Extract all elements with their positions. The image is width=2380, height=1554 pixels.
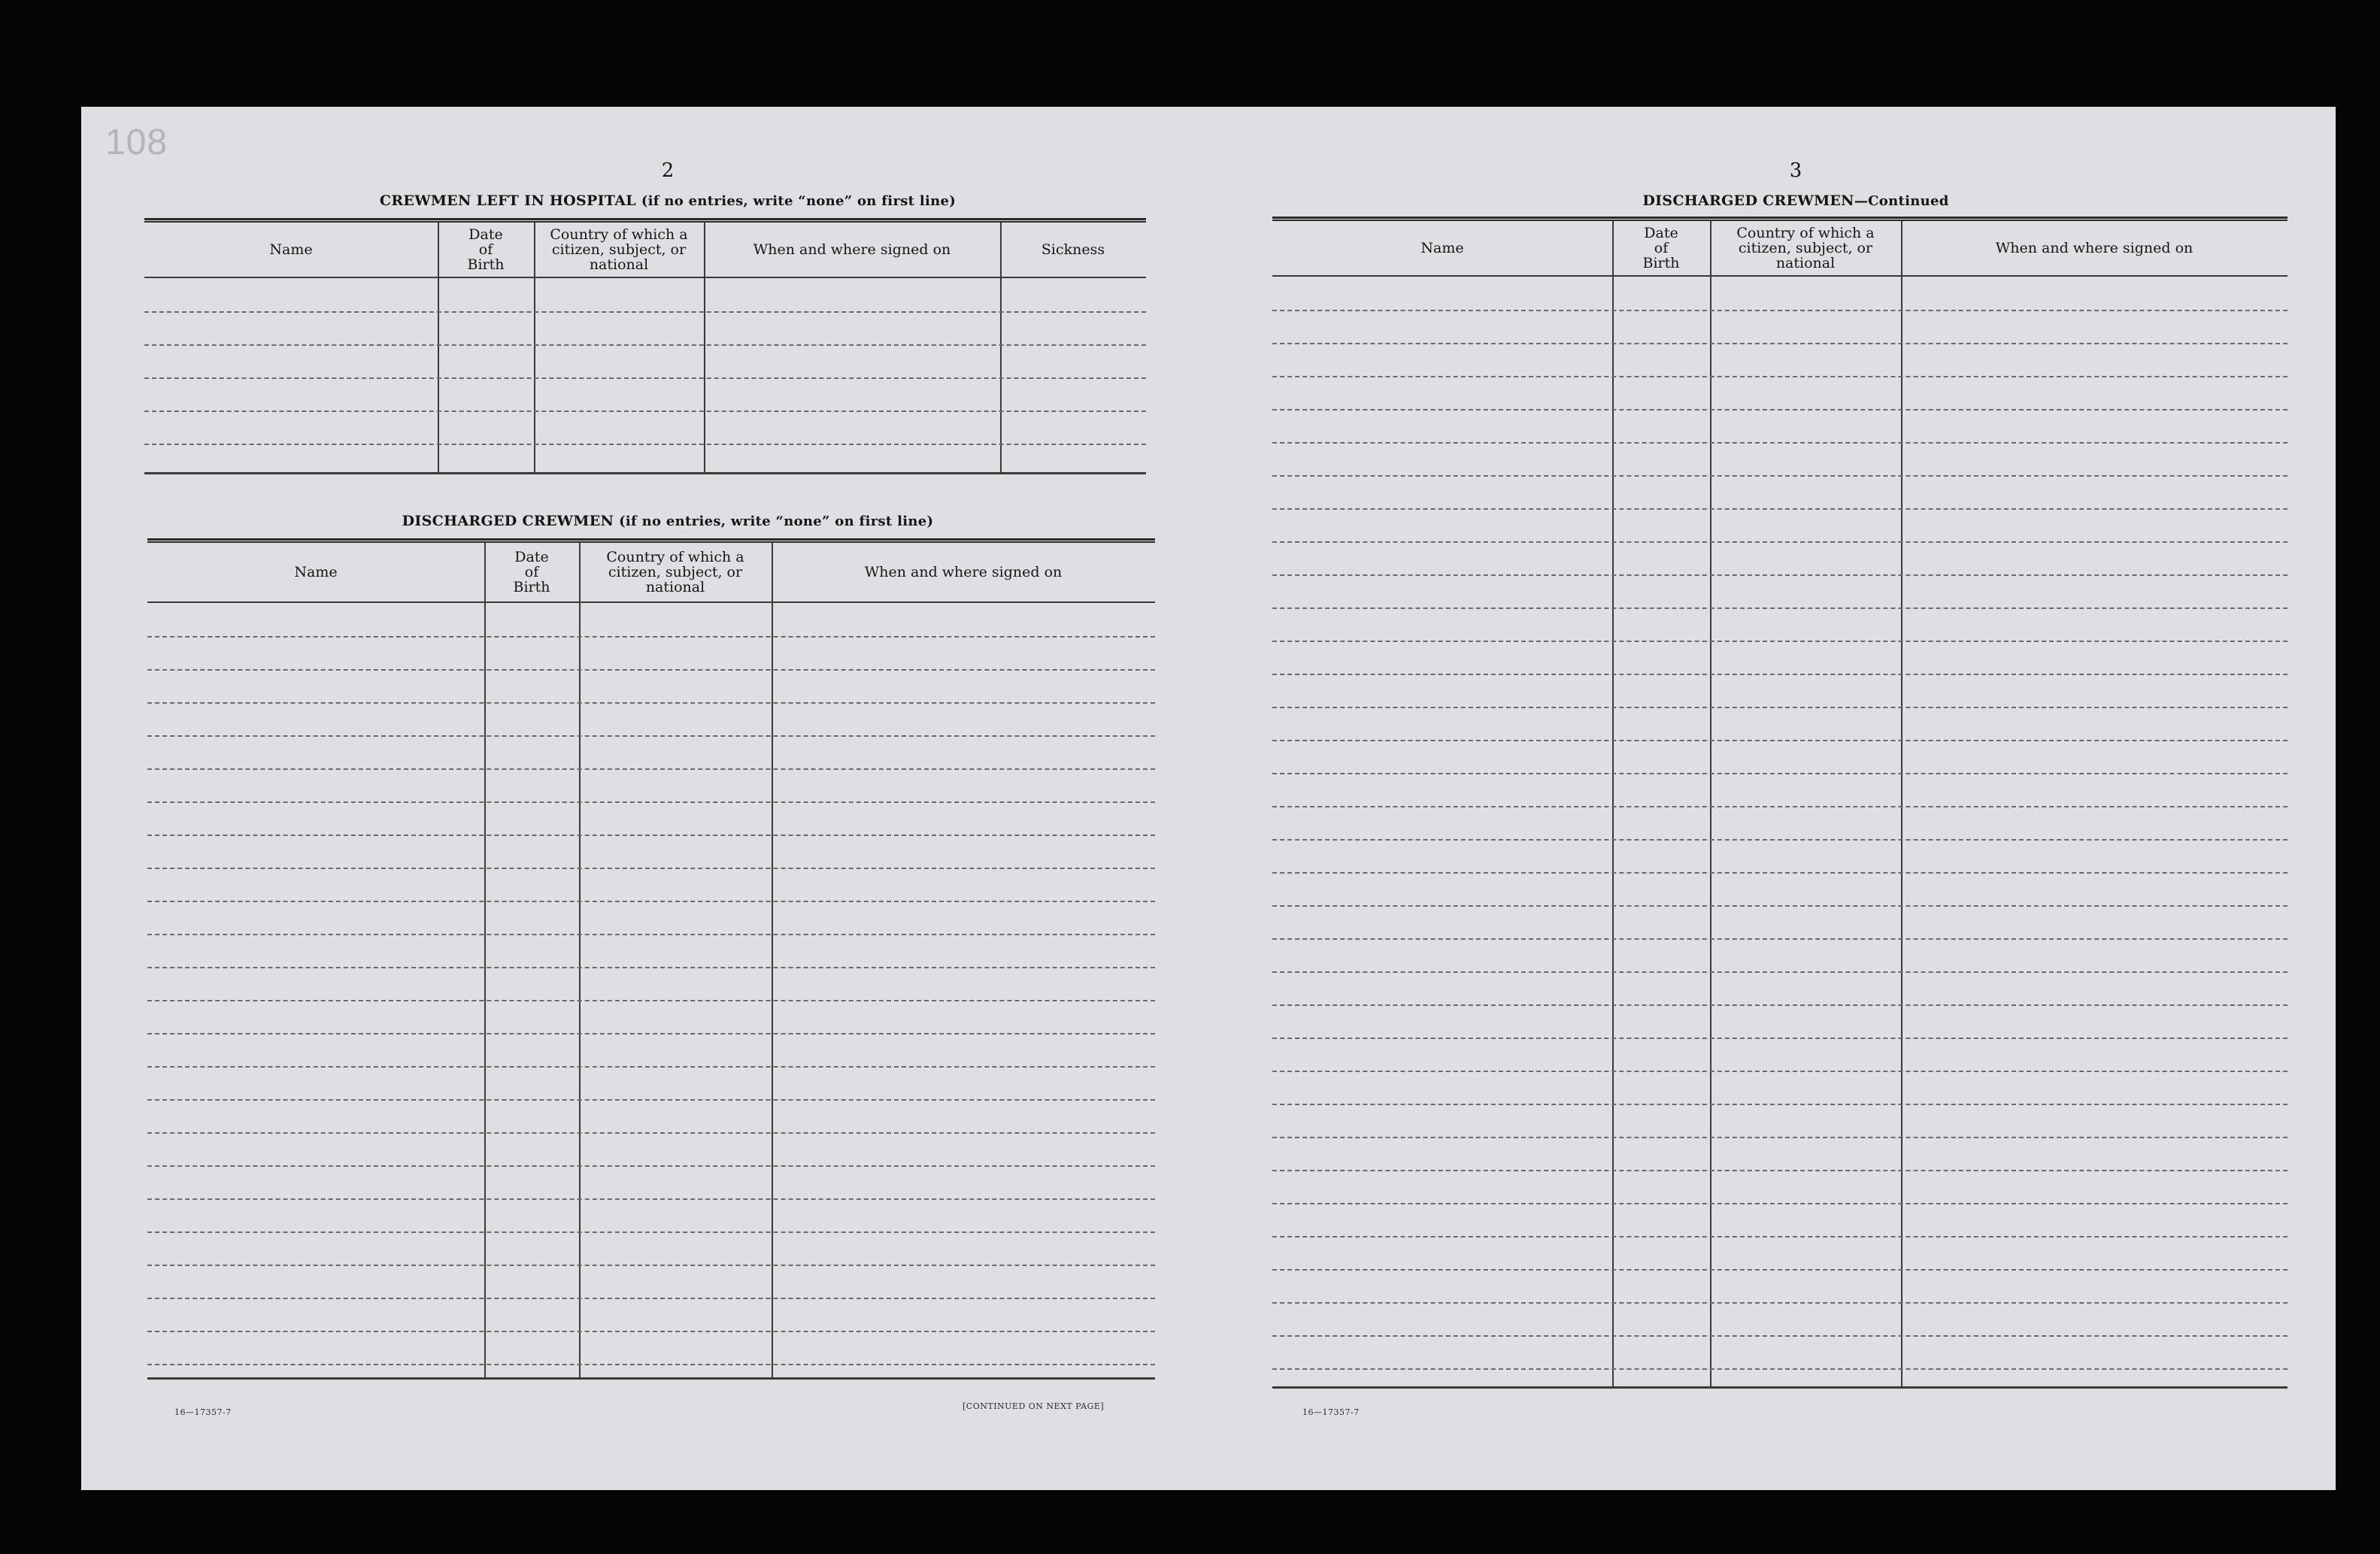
table-row[interactable]: [147, 735, 1155, 737]
hospital-table: [144, 218, 1146, 483]
table-row[interactable]: [1272, 674, 2288, 675]
table-row[interactable]: [1272, 938, 2288, 940]
right-page-number: 3: [1789, 159, 1802, 182]
table-row[interactable]: [1272, 905, 2288, 907]
table-row[interactable]: [147, 934, 1155, 935]
table-row[interactable]: [147, 1099, 1155, 1101]
table-row[interactable]: [1272, 872, 2288, 874]
column-divider: [484, 543, 486, 1377]
table-row[interactable]: [1272, 1004, 2288, 1006]
column-header: Date of Birth: [1642, 225, 1680, 271]
table-row[interactable]: [1272, 607, 2288, 609]
column-divider: [534, 223, 535, 472]
column-header: Country of which a citizen, subject, or national: [1736, 225, 1875, 271]
column-header: When and where signed on: [1995, 240, 2194, 256]
table-row[interactable]: [1272, 773, 2288, 774]
table-row[interactable]: [147, 1132, 1155, 1134]
hospital-title-text: CREWMEN LEFT IN HOSPITAL: [379, 192, 636, 209]
table-row[interactable]: [1272, 574, 2288, 576]
table-row[interactable]: [1272, 376, 2288, 377]
faint-page-stamp: 108: [105, 123, 168, 162]
table-row[interactable]: [144, 311, 1146, 313]
table-row[interactable]: [147, 801, 1155, 803]
table-row[interactable]: [147, 1198, 1155, 1200]
column-divider: [438, 223, 439, 472]
left-page-number: 2: [661, 159, 675, 182]
table-row[interactable]: [147, 636, 1155, 638]
column-divider: [772, 543, 773, 1377]
table-row[interactable]: [147, 1364, 1155, 1365]
column-header: Name: [1420, 240, 1464, 256]
header-bottom-rule: [144, 277, 1146, 278]
header-bottom-rule: [147, 601, 1155, 603]
discharged-continued-title-text: DISCHARGED CREWMEN: [1642, 192, 1854, 209]
table-row[interactable]: [1272, 1170, 2288, 1171]
discharged-continued-table: [1272, 217, 2288, 1389]
hospital-title-note: (if no entries, write “none” on first line): [641, 193, 957, 209]
table-row[interactable]: [147, 669, 1155, 671]
table-row[interactable]: [147, 1000, 1155, 1001]
table-row[interactable]: [147, 1033, 1155, 1034]
table-row[interactable]: [1272, 1269, 2288, 1271]
table-row[interactable]: [1272, 442, 2288, 444]
discharged-title-note: (if no entries, write “none” on first line): [619, 513, 934, 529]
column-divider: [1710, 221, 1711, 1386]
discharged-table: [147, 538, 1155, 1389]
table-row[interactable]: [144, 377, 1146, 379]
table-row[interactable]: [1272, 839, 2288, 841]
table-row[interactable]: [1272, 541, 2288, 543]
table-row[interactable]: [1272, 971, 2288, 973]
column-header: Date of Birth: [467, 226, 505, 273]
table-row[interactable]: [1272, 409, 2288, 410]
discharged-continued-title: [1269, 192, 2322, 209]
column-header: Name: [294, 564, 338, 580]
discharged-title-text: DISCHARGED CREWMEN: [402, 513, 614, 529]
table-row[interactable]: [1272, 1203, 2288, 1204]
table-row[interactable]: [147, 967, 1155, 968]
right-footer-form-number: 16—17357-7: [1302, 1407, 1360, 1417]
discharged-section-title: [141, 513, 1194, 529]
table-row[interactable]: [1272, 343, 2288, 344]
table-row[interactable]: [1272, 1368, 2288, 1370]
table-row[interactable]: [147, 1066, 1155, 1068]
column-header: Date of Birth: [513, 549, 550, 595]
table-row[interactable]: [1272, 641, 2288, 642]
table-row[interactable]: [147, 1231, 1155, 1233]
table-row[interactable]: [147, 768, 1155, 770]
table-row[interactable]: [1272, 707, 2288, 708]
table-row[interactable]: [1272, 1335, 2288, 1337]
column-header: Country of which a citizen, subject, or national: [606, 549, 744, 595]
column-header: When and where signed on: [753, 241, 951, 258]
table-row[interactable]: [147, 901, 1155, 902]
table-row[interactable]: [1272, 310, 2288, 311]
column-divider: [1612, 221, 1614, 1386]
column-divider: [579, 543, 581, 1377]
table-bottom-rule: [144, 472, 1146, 474]
column-divider: [704, 223, 705, 472]
table-bottom-rule: [1272, 1386, 2288, 1389]
table-row[interactable]: [1272, 1104, 2288, 1105]
table-row[interactable]: [1272, 1071, 2288, 1072]
document-sheet: [81, 107, 2336, 1490]
column-header: When and where signed on: [864, 564, 1063, 580]
table-row[interactable]: [1272, 1302, 2288, 1304]
hospital-section-title: [141, 192, 1194, 209]
column-header: Name: [269, 241, 313, 258]
table-row[interactable]: [1272, 1236, 2288, 1237]
table-row[interactable]: [1272, 740, 2288, 741]
column-divider: [1901, 221, 1902, 1386]
table-row[interactable]: [147, 702, 1155, 704]
table-bottom-rule: [147, 1377, 1155, 1380]
table-row[interactable]: [147, 1165, 1155, 1167]
table-row[interactable]: [147, 1265, 1155, 1266]
table-row[interactable]: [147, 868, 1155, 869]
column-header: Country of which a citizen, subject, or national: [550, 226, 688, 273]
table-row[interactable]: [144, 444, 1146, 445]
table-row[interactable]: [1272, 1137, 2288, 1138]
table-row[interactable]: [1272, 508, 2288, 510]
table-row[interactable]: [1272, 475, 2288, 477]
table-row[interactable]: [147, 835, 1155, 836]
table-row[interactable]: [1272, 806, 2288, 807]
column-divider: [1000, 223, 1002, 472]
discharged-continued-suffix: —Continued: [1854, 193, 1949, 209]
left-footer-form-number: 16—17357-7: [174, 1407, 232, 1417]
table-row[interactable]: [1272, 1038, 2288, 1039]
header-bottom-rule: [1272, 275, 2288, 277]
continued-note: [CONTINUED ON NEXT PAGE]: [963, 1401, 1105, 1411]
table-row[interactable]: [147, 1331, 1155, 1332]
table-row[interactable]: [147, 1298, 1155, 1299]
table-row[interactable]: [144, 410, 1146, 412]
table-row[interactable]: [144, 344, 1146, 346]
column-header: Sickness: [1041, 241, 1105, 258]
